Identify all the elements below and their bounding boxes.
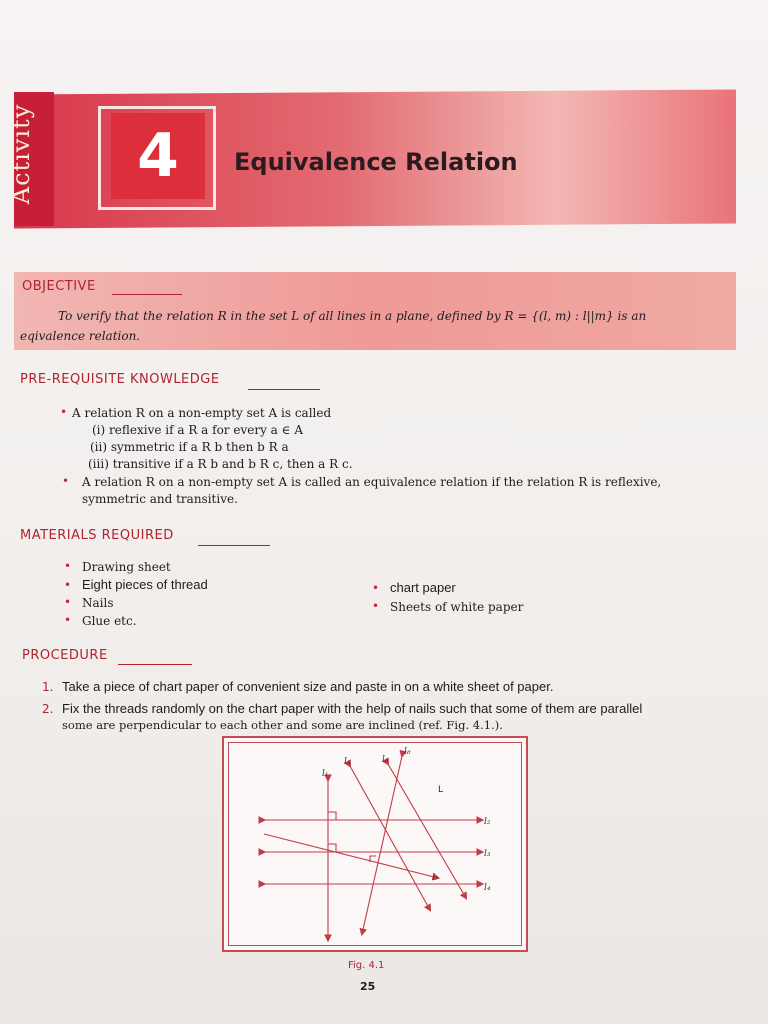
heading-rule [248, 389, 320, 390]
figure-diagram [224, 738, 526, 950]
prereq-bullet-2-line-2: symmetric and transitive. [82, 492, 238, 506]
procedure-step-2-line-1: Fix the threads randomly on the chart paper with the help of nails such that some of them are parallel [62, 701, 643, 716]
label-l6: l₆ [382, 755, 389, 765]
bullet: • [62, 474, 70, 488]
material-item: Glue etc. [82, 614, 137, 628]
bullet: • [64, 578, 72, 592]
activity-number: 4 [111, 113, 205, 199]
heading-rule [118, 664, 192, 665]
prereq-bullet-1: A relation R on a non-empty set A is called [72, 406, 332, 420]
heading-rule [112, 294, 182, 295]
activity-label: Activity [7, 103, 35, 205]
bullet: • [372, 581, 380, 595]
page-number: 25 [360, 980, 376, 993]
page-title: Equivalence Relation [234, 148, 518, 176]
label-l4: l₄ [484, 883, 491, 893]
materials-heading: MATERIALS REQUIRED [20, 528, 174, 543]
material-item: Nails [82, 596, 114, 610]
prereq-sub-3: (iii) transitive if a R b and b R c, then a R c. [88, 457, 353, 471]
thread-l5 [350, 766, 430, 910]
objective-text [20, 306, 732, 346]
figure-caption: Fig. 4.1 [348, 960, 385, 971]
bullet: • [64, 595, 72, 609]
material-item: Drawing sheet [82, 560, 171, 574]
procedure-step-2-line-2: some are perpendicular to each other and some are inclined (ref. Fig. 4.1.). [62, 718, 503, 732]
objective-line-1: To verify that the relation R in the set L of all lines in a plane, defined by R = {(l, m) : l||m} is an [58, 309, 647, 323]
label-l8: l₈ [404, 747, 411, 757]
procedure-step-1: Take a piece of chart paper of convenient size and paste in on a white sheet of paper. [62, 679, 554, 694]
material-item: Sheets of white paper [390, 600, 524, 614]
bullet: • [60, 405, 68, 419]
prereq-sub-2: (ii) symmetric if a R b then b R a [90, 440, 289, 454]
bullet: • [372, 599, 380, 613]
thread-l6 [388, 764, 466, 898]
set-label-l: L [438, 785, 444, 795]
step-number: 1. [42, 680, 54, 694]
label-l5: l₅ [344, 757, 351, 767]
step-number: 2. [42, 702, 54, 716]
label-l1: l₁ [322, 769, 329, 779]
material-item: Eight pieces of thread [82, 577, 208, 592]
prereq-bullet-2-line-1: A relation R on a non-empty set A is called an equivalence relation if the relation R is reflexive, [82, 475, 662, 489]
material-item: chart paper [390, 580, 456, 595]
prereq-sub-1: (i) reflexive if a R a for every a ∈ A [92, 423, 304, 437]
objective-heading: OBJECTIVE [22, 279, 96, 294]
procedure-heading: PROCEDURE [22, 648, 108, 663]
objective-line-2: eqivalence relation. [20, 329, 141, 343]
prerequisite-heading: PRE-REQUISITE KNOWLEDGE [20, 372, 220, 387]
label-l3: l₃ [484, 849, 491, 859]
figure-frame [222, 736, 528, 952]
thread-l8 [362, 756, 402, 934]
bullet: • [64, 559, 72, 573]
thread-l7 [264, 834, 438, 878]
label-l7: l₇ [432, 873, 439, 883]
bullet: • [64, 613, 72, 627]
right-angle-mark [328, 812, 336, 820]
heading-rule [198, 545, 270, 546]
label-l2: l₂ [484, 817, 491, 827]
